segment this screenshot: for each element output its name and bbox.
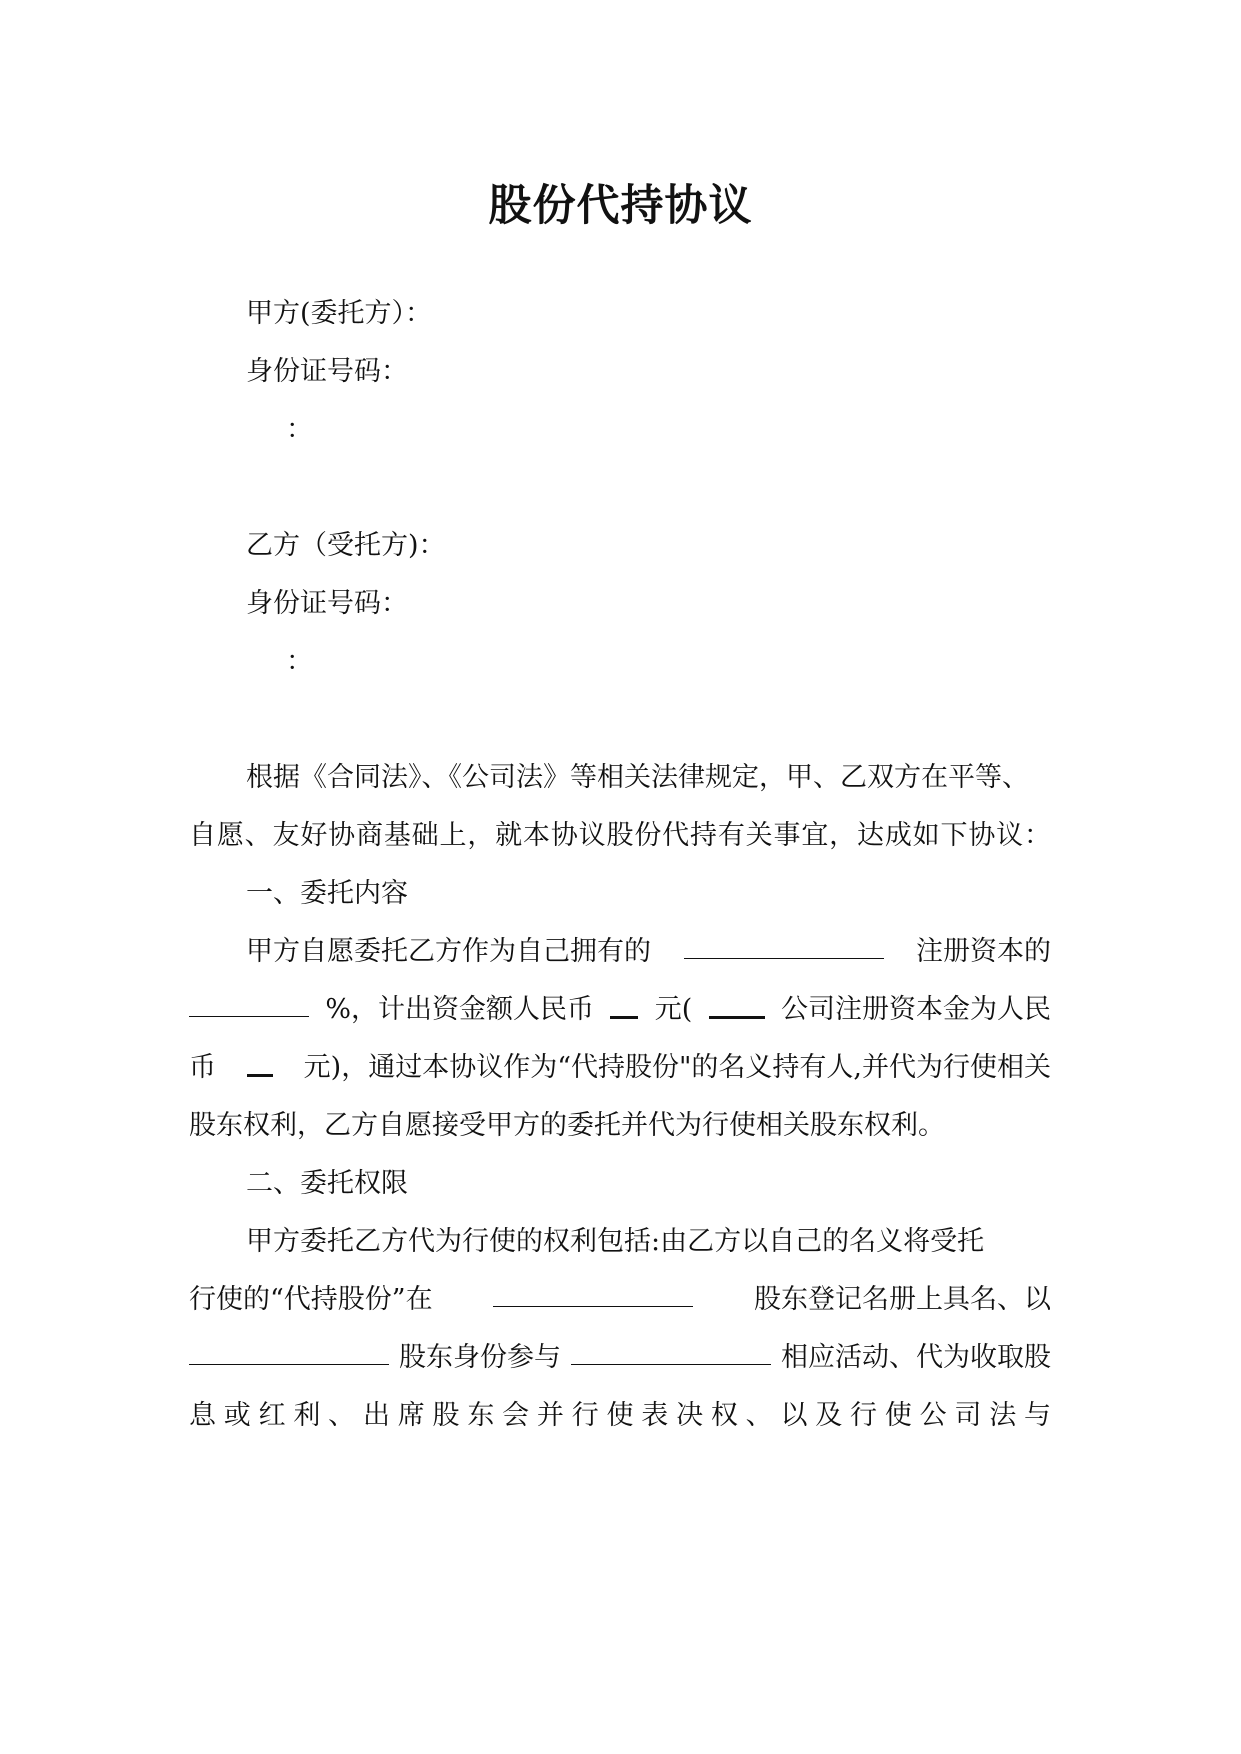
blank-field: [493, 1282, 693, 1307]
section-1-line-3: [189, 1050, 1051, 1086]
section-2-line-4: 息或红利、出席股东会并行使表决权、以及行使公司法与: [189, 1400, 1051, 1431]
party-b-label: 乙方（受托方)：: [246, 530, 446, 561]
section-2-text: 行使的“代持股份”在: [189, 1284, 433, 1315]
blank-field: [571, 1340, 771, 1365]
section-2-line-2: [189, 1282, 1051, 1318]
section-2-heading: 二、委托权限: [246, 1168, 408, 1199]
blank-field: [684, 934, 884, 959]
blank-field: [189, 1340, 389, 1365]
section-2-text: 相应活动、代为收取股: [781, 1342, 1051, 1373]
party-a-id-label: 身份证号码：: [246, 356, 408, 387]
party-a-label: 甲方(委托方）：: [246, 298, 433, 329]
section-2-line-3: [189, 1340, 1051, 1376]
section-1-text: 公司注册资本金为人民: [781, 994, 1051, 1025]
section-1-heading: 一、委托内容: [246, 878, 408, 909]
section-1-text: 注册资本的: [916, 936, 1051, 967]
blank-field: [189, 992, 309, 1017]
section-2-text: 股东登记名册上具名、以: [753, 1284, 1051, 1315]
document-title: 股份代持协议: [488, 181, 753, 231]
preamble-line-2: 自愿、友好协商基础上，就本协议股份代持有关事宜，达成如下协议：: [189, 820, 1051, 851]
section-1-line-2: [189, 992, 1051, 1028]
party-b-id-label: 身份证号码：: [246, 588, 408, 619]
preamble-line-1: 根据《合同法》、《公司法》等相关法律规定，甲、乙双方在平等、: [246, 762, 1029, 793]
section-1-line-4: 股东权利，乙方自愿接受甲方的委托并代为行使相关股东权利。: [189, 1110, 945, 1141]
party-a-extra-field: ：: [286, 414, 313, 445]
section-1-text: 币: [189, 1052, 216, 1083]
section-1-text: 元)，通过本协议作为“代持股份"的名义持有人,并代为行使相关: [303, 1052, 1051, 1083]
section-1-text: 元(: [654, 994, 693, 1025]
section-1-line-1: [246, 934, 1051, 970]
section-1-text: 甲方自愿委托乙方作为自己拥有的: [246, 936, 651, 967]
blank-field: [247, 1050, 273, 1077]
section-1-text: %，计出资金额人民币: [325, 994, 595, 1025]
section-2-text: 股东身份参与: [399, 1342, 561, 1373]
blank-field: [709, 992, 765, 1019]
party-b-extra-field: ：: [286, 646, 313, 677]
blank-field: [610, 992, 638, 1019]
section-2-line-1: 甲方委托乙方代为行使的权利包括:由乙方以自己的名义将受托: [246, 1226, 985, 1257]
